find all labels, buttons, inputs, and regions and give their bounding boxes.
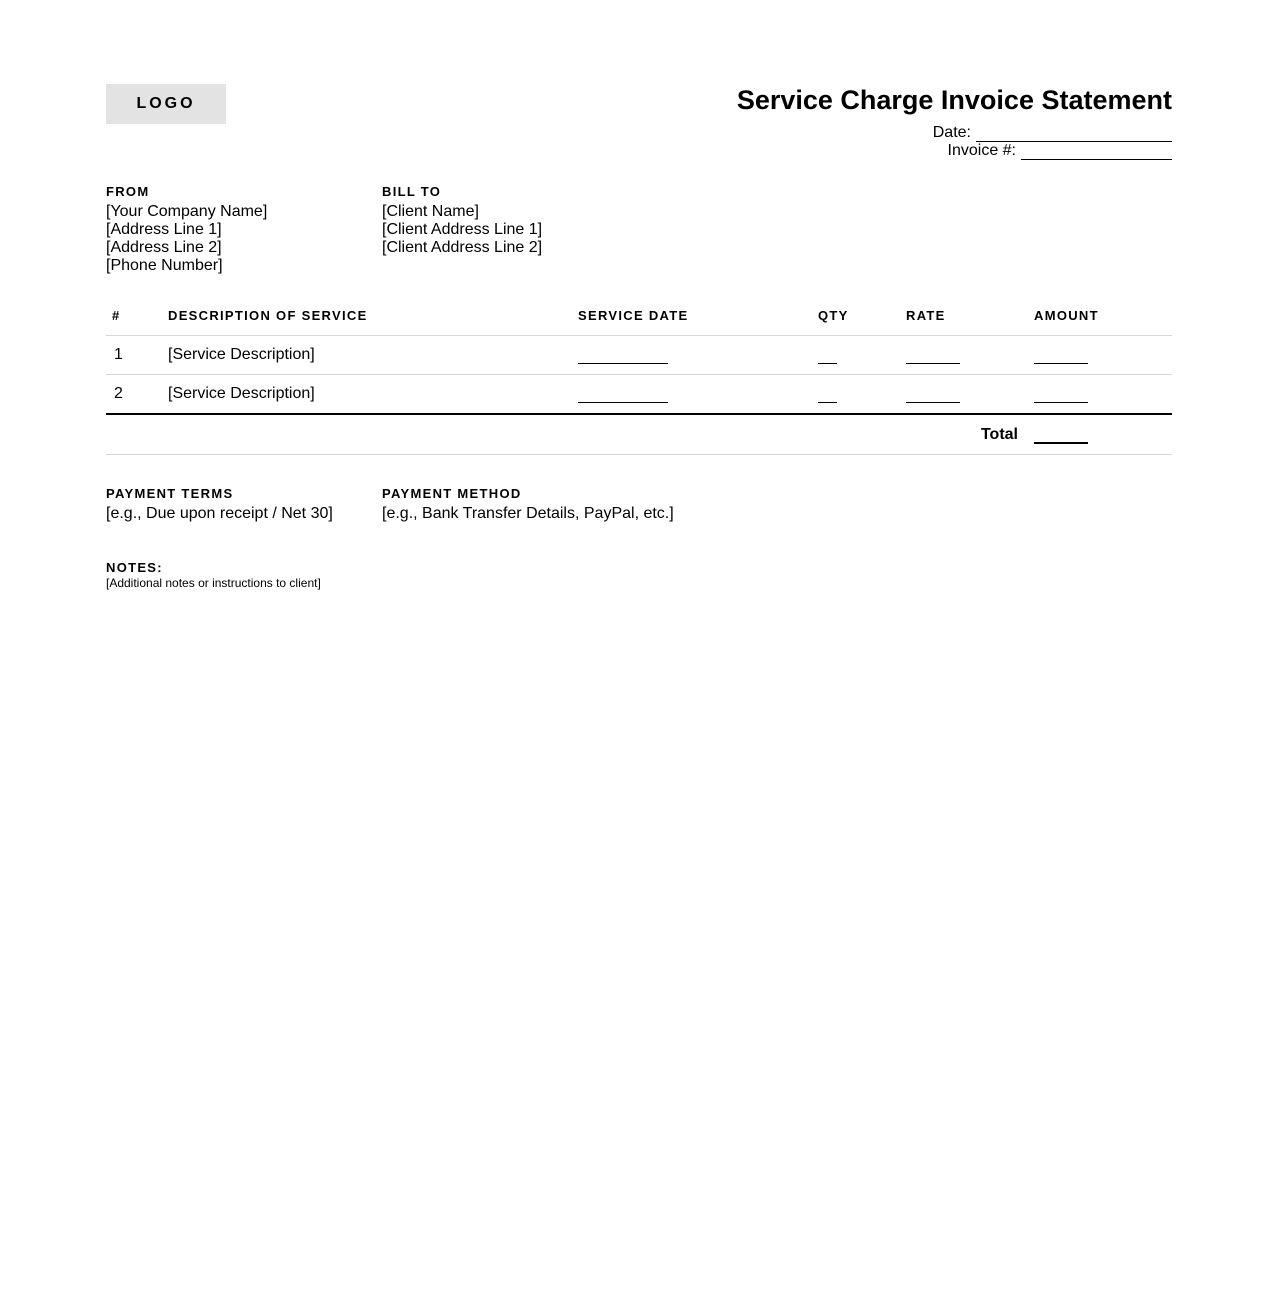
row-number: 1	[106, 336, 168, 375]
service-date-field[interactable]	[578, 350, 668, 364]
from-block	[106, 184, 267, 275]
notes-section	[106, 560, 321, 590]
payment-method-text: [e.g., Bank Transfer Details, PayPal, etc.]	[382, 505, 674, 522]
from-address-line-2: [Address Line 2]	[106, 239, 222, 256]
from-company-name: [Your Company Name]	[106, 203, 268, 220]
date-field[interactable]	[976, 127, 1172, 142]
bill-to-label: BILL TO	[382, 184, 442, 199]
invoice-number-label: Invoice #:	[947, 142, 1016, 159]
invoice-meta	[933, 124, 1172, 160]
from-label: FROM	[106, 184, 150, 199]
bill-to-block	[382, 184, 542, 257]
total-amount-field[interactable]	[1034, 429, 1088, 444]
invoice-page	[106, 84, 1172, 590]
col-header-rate: RATE	[906, 296, 1034, 336]
row-service-date-cell	[578, 375, 818, 415]
invoice-number-field[interactable]	[1021, 145, 1172, 160]
service-date-field[interactable]	[578, 389, 668, 403]
payment-terms-text: [e.g., Due upon receipt / Net 30]	[106, 505, 333, 522]
col-header-number: #	[106, 296, 168, 336]
row-rate-cell	[906, 375, 1034, 415]
total-label: Total	[106, 414, 1034, 455]
table-row	[106, 375, 1172, 415]
bill-to-address-line-1: [Client Address Line 1]	[382, 221, 543, 238]
total-row	[106, 414, 1172, 455]
col-header-qty: QTY	[818, 296, 906, 336]
page-title: Service Charge Invoice Statement	[736, 85, 1172, 115]
date-row	[933, 124, 1172, 142]
services-table	[106, 296, 1172, 455]
row-rate-cell	[906, 336, 1034, 375]
amount-field[interactable]	[1034, 389, 1088, 403]
payment-method-block	[382, 486, 674, 523]
total-amount-cell	[1034, 414, 1172, 455]
qty-field[interactable]	[818, 350, 837, 364]
payment-method-label: PAYMENT METHOD	[382, 486, 522, 501]
bill-to-address-line-2: [Client Address Line 2]	[382, 239, 543, 256]
row-amount-cell	[1034, 375, 1172, 415]
row-amount-cell	[1034, 336, 1172, 375]
rate-field[interactable]	[906, 389, 960, 403]
notes-label: NOTES:	[106, 560, 163, 575]
col-header-service-date: SERVICE DATE	[578, 296, 818, 336]
qty-field[interactable]	[818, 389, 837, 403]
rate-field[interactable]	[906, 350, 960, 364]
bill-to-client-name: [Client Name]	[382, 203, 479, 220]
row-qty-cell	[818, 375, 906, 415]
logo-placeholder: LOGO	[106, 84, 226, 124]
col-header-description: DESCRIPTION OF SERVICE	[168, 296, 578, 336]
table-row	[106, 336, 1172, 375]
notes-text: [Additional notes or instructions to client]	[106, 576, 321, 590]
invoice-header	[106, 84, 1172, 174]
from-address-line-1: [Address Line 1]	[106, 221, 222, 238]
payment-terms-block	[106, 486, 333, 523]
row-service-date-cell	[578, 336, 818, 375]
date-label: Date:	[932, 124, 971, 141]
table-header-row	[106, 296, 1172, 336]
col-header-amount: AMOUNT	[1034, 296, 1172, 336]
amount-field[interactable]	[1034, 350, 1088, 364]
invoice-number-row	[933, 142, 1172, 160]
row-number: 2	[106, 375, 168, 415]
row-description: [Service Description]	[168, 375, 578, 415]
row-description: [Service Description]	[168, 336, 578, 375]
payment-terms-label: PAYMENT TERMS	[106, 486, 234, 501]
from-phone-number: [Phone Number]	[106, 257, 223, 274]
row-qty-cell	[818, 336, 906, 375]
